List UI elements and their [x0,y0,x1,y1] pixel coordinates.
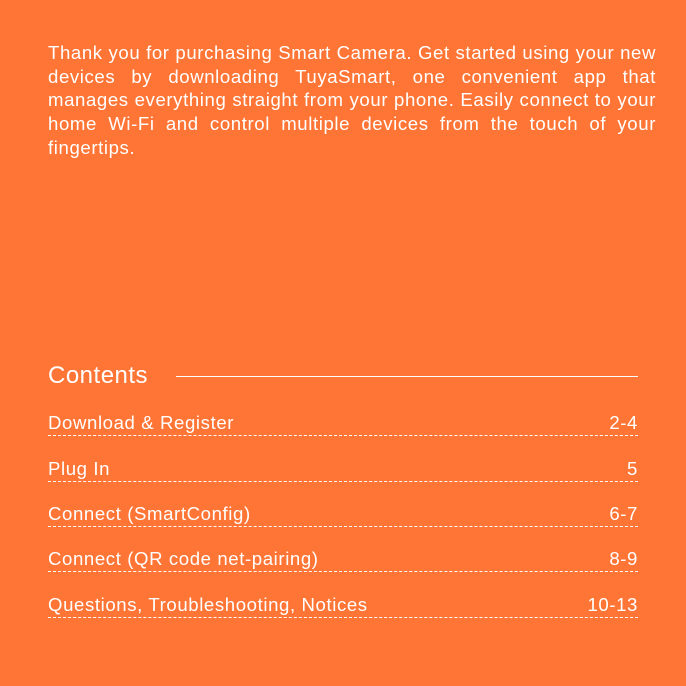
toc-page-number: 5 [627,458,638,479]
toc-row-plug-in [48,455,638,482]
toc-row-connect-smartconfig [48,500,638,527]
toc-label: Download & Register [48,412,235,433]
contents-header [48,360,638,392]
contents-divider [176,376,638,377]
toc-page-number: 8-9 [609,548,638,569]
toc-row-connect-qr-code [48,545,638,572]
contents-title: Contents [48,362,149,389]
toc-page-number: 6-7 [609,503,638,524]
toc-page-number: 2-4 [609,412,638,433]
intro-paragraph: Thank you for purchasing Smart Camera. Get started using your new devices by downloading TuyaSmart, one convenient app that manages everything straight from your phone. Easily connect to your home Wi-Fi and control multiple devices from the touch of your fingertips. [48,42,656,158]
toc-label: Questions, Troubleshooting, Notices [48,594,368,615]
toc-label: Plug In [48,458,111,479]
toc-label: Connect (QR code net-pairing) [48,548,319,569]
toc-row-questions-troubleshooting [48,591,638,618]
toc-row-download-register [48,409,638,436]
toc-label: Connect (SmartConfig) [48,503,251,524]
toc-page-number: 10-13 [587,594,638,615]
